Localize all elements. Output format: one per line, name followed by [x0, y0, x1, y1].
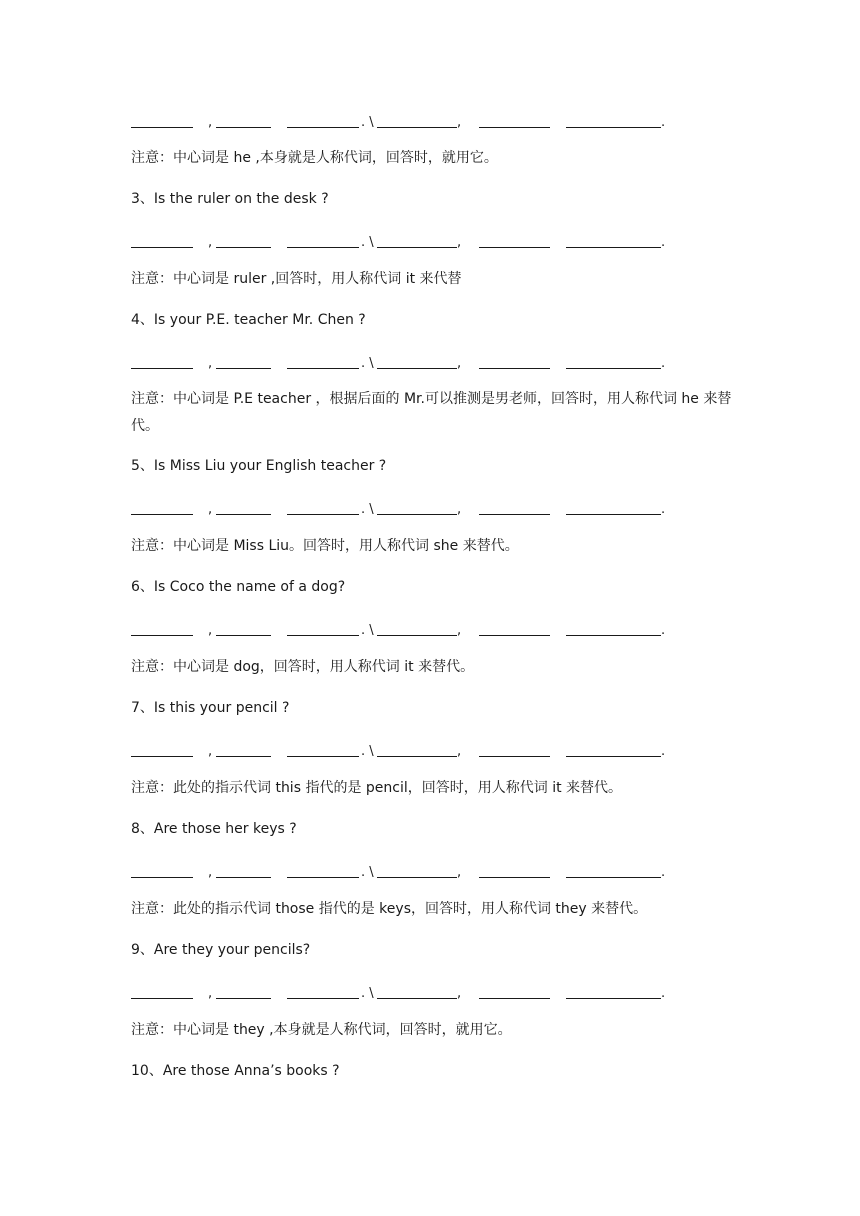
question-text: 6、Is Coco the name of a dog?	[131, 579, 346, 595]
answer-blank-row	[131, 979, 671, 1005]
blank-line[interactable]	[377, 635, 457, 636]
end-period: .	[661, 235, 666, 250]
comma-mark: ,	[457, 115, 462, 130]
question-text: 8、Are those her keys ?	[131, 821, 297, 837]
question-text: 3、Is the ruler on the desk ?	[131, 191, 329, 207]
answer-blank-row	[131, 108, 671, 134]
blank-line[interactable]	[377, 756, 457, 757]
blank-line[interactable]	[479, 368, 550, 369]
answer-blank-row	[131, 616, 671, 642]
comma-mark: ,	[457, 235, 462, 250]
blank-line[interactable]	[216, 877, 271, 878]
blank-line[interactable]	[216, 514, 271, 515]
blank-line[interactable]	[287, 514, 359, 515]
blank-line[interactable]	[216, 635, 271, 636]
blank-line[interactable]	[377, 127, 457, 128]
comma-mark: ,	[208, 502, 213, 517]
blank-line[interactable]	[216, 247, 271, 248]
blank-line[interactable]	[287, 247, 359, 248]
note-text: 注意：中心词是 dog，回答时，用人称代词 it 来替代。	[131, 659, 475, 675]
blank-line[interactable]	[131, 127, 193, 128]
note-text: 注意：中心词是 they ,本身就是人称代词，回答时，就用它。	[131, 1022, 512, 1038]
blank-line[interactable]	[287, 127, 359, 128]
note-text: 注意：中心词是 ruler ,回答时，用人称代词 it 来代替	[131, 271, 462, 287]
note-text: 注意：中心词是 P.E teacher ，根据后面的 Mr.可以推测是男老师，回答时，用人称代词 he 来替代。	[131, 391, 732, 434]
blank-line[interactable]	[377, 998, 457, 999]
blank-line[interactable]	[479, 635, 550, 636]
comma-mark: ,	[457, 623, 462, 638]
comma-mark: ,	[208, 235, 213, 250]
answer-blank-row	[131, 858, 671, 884]
blank-line[interactable]	[479, 756, 550, 757]
question-text: 7、Is this your pencil ?	[131, 700, 290, 716]
blank-line[interactable]	[479, 998, 550, 999]
blank-line[interactable]	[566, 127, 661, 128]
blank-line[interactable]	[287, 998, 359, 999]
comma-mark: ,	[208, 356, 213, 371]
note-text: 注意：中心词是 he ,本身就是人称代词，回答时，就用它。	[131, 150, 498, 166]
period-separator: . \	[361, 623, 374, 638]
end-period: .	[661, 986, 666, 1001]
blank-line[interactable]	[566, 756, 661, 757]
blank-line[interactable]	[287, 635, 359, 636]
blank-line[interactable]	[479, 514, 550, 515]
blank-line[interactable]	[131, 514, 193, 515]
blank-line[interactable]	[216, 368, 271, 369]
period-separator: . \	[361, 744, 374, 759]
comma-mark: ,	[208, 986, 213, 1001]
comma-mark: ,	[457, 986, 462, 1001]
blank-line[interactable]	[377, 877, 457, 878]
period-separator: . \	[361, 235, 374, 250]
comma-mark: ,	[457, 865, 462, 880]
blank-line[interactable]	[479, 247, 550, 248]
blank-line[interactable]	[566, 998, 661, 999]
comma-mark: ,	[457, 356, 462, 371]
blank-line[interactable]	[287, 368, 359, 369]
blank-line[interactable]	[131, 368, 193, 369]
comma-mark: ,	[457, 744, 462, 759]
note-text: 注意：此处的指示代词 those 指代的是 keys，回答时，用人称代词 they 来替代。	[131, 901, 648, 917]
answer-blank-row	[131, 495, 671, 521]
end-period: .	[661, 356, 666, 371]
end-period: .	[661, 502, 666, 517]
end-period: .	[661, 865, 666, 880]
note-text: 注意：此处的指示代词 this 指代的是 pencil，回答时，用人称代词 it 来替代。	[131, 780, 623, 796]
blank-line[interactable]	[287, 877, 359, 878]
blank-line[interactable]	[566, 247, 661, 248]
blank-line[interactable]	[131, 998, 193, 999]
blank-line[interactable]	[479, 127, 550, 128]
comma-mark: ,	[208, 623, 213, 638]
period-separator: . \	[361, 986, 374, 1001]
comma-mark: ,	[208, 865, 213, 880]
blank-line[interactable]	[377, 368, 457, 369]
blank-line[interactable]	[377, 514, 457, 515]
question-text: 10、Are those Anna’s books ?	[131, 1063, 340, 1079]
period-separator: . \	[361, 356, 374, 371]
blank-line[interactable]	[131, 635, 193, 636]
end-period: .	[661, 623, 666, 638]
blank-line[interactable]	[566, 877, 661, 878]
blank-line[interactable]	[287, 756, 359, 757]
blank-line[interactable]	[216, 756, 271, 757]
blank-line[interactable]	[216, 127, 271, 128]
blank-line[interactable]	[216, 998, 271, 999]
answer-blank-row	[131, 349, 671, 375]
blank-line[interactable]	[566, 635, 661, 636]
end-period: .	[661, 744, 666, 759]
blank-line[interactable]	[566, 368, 661, 369]
question-text: 9、Are they your pencils?	[131, 942, 311, 958]
comma-mark: ,	[208, 115, 213, 130]
blank-line[interactable]	[131, 247, 193, 248]
period-separator: . \	[361, 865, 374, 880]
end-period: .	[661, 115, 666, 130]
blank-line[interactable]	[131, 877, 193, 878]
blank-line[interactable]	[131, 756, 193, 757]
blank-line[interactable]	[566, 514, 661, 515]
note-text: 注意：中心词是 Miss Liu。回答时，用人称代词 she 来替代。	[131, 538, 519, 554]
question-text: 5、Is Miss Liu your English teacher ?	[131, 458, 387, 474]
period-separator: . \	[361, 502, 374, 517]
answer-blank-row	[131, 737, 671, 763]
comma-mark: ,	[208, 744, 213, 759]
answer-blank-row	[131, 228, 671, 254]
question-text: 4、Is your P.E. teacher Mr. Chen ?	[131, 312, 366, 328]
blank-line[interactable]	[377, 247, 457, 248]
blank-line[interactable]	[479, 877, 550, 878]
period-separator: . \	[361, 115, 374, 130]
comma-mark: ,	[457, 502, 462, 517]
